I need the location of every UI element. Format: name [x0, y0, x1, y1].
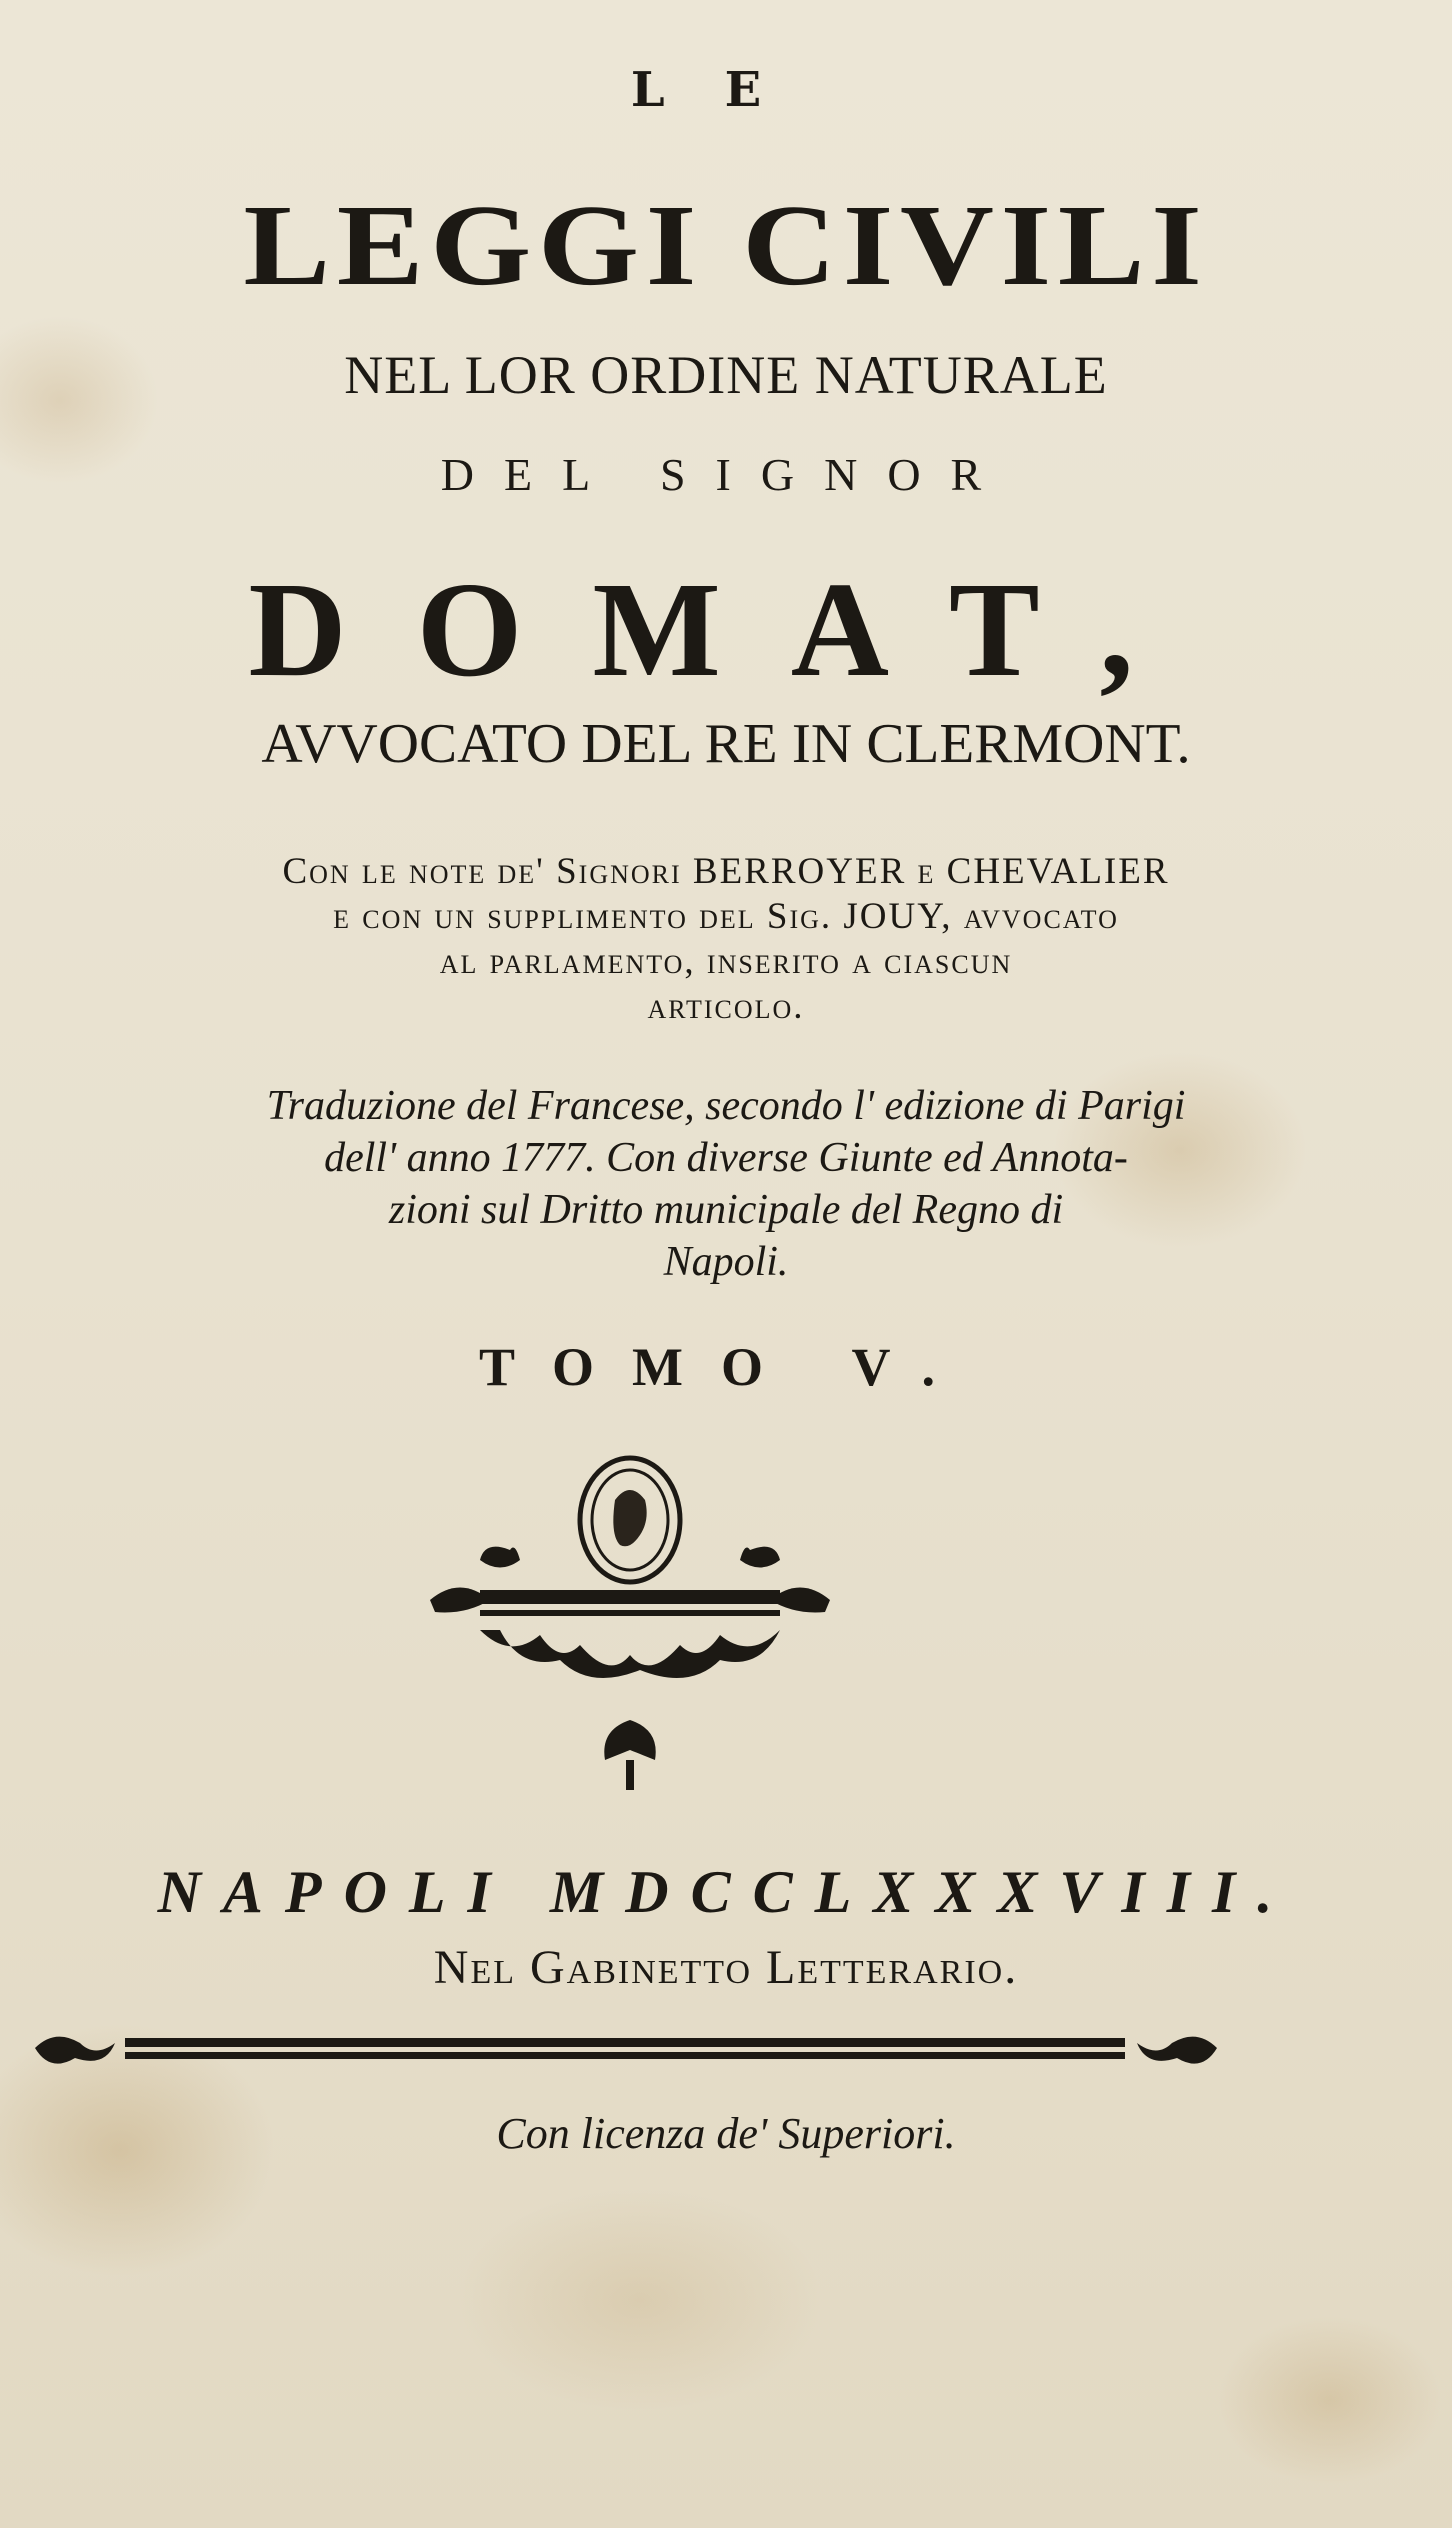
- notes-line-2: e con un supplimento del Sig. JOUY, avvocato: [333, 896, 1119, 937]
- volume-number: TOMO V.: [478, 1337, 974, 1397]
- imprint-city-year: NAPOLI MDCCLXXXVIII.: [157, 1859, 1295, 1925]
- author-name: DOMAT,: [248, 555, 1204, 705]
- author-role: AVVOCATO DEL RE IN CLERMONT.: [261, 713, 1191, 775]
- notes-line-3: al parlamento, inserito a ciascun: [439, 941, 1013, 982]
- notes-line-4: articolo.: [647, 986, 805, 1027]
- main-title: LEGGI CIVILI: [243, 182, 1209, 310]
- subtitle: NEL LOR ORDINE NATURALE: [344, 345, 1108, 405]
- decorative-rule-icon: [30, 2018, 1222, 2078]
- license: Con licenza de' Superiori.: [496, 2109, 956, 2158]
- translation-line-1: Traduzione del Francese, secondo l' edizione di Parigi: [266, 1083, 1186, 1129]
- imprint-publisher: Nel Gabinetto Letterario.: [433, 1941, 1019, 1994]
- translation-line-4: Napoli.: [663, 1239, 789, 1285]
- title-article: LE: [630, 62, 822, 118]
- del-signor: DEL SIGNOR: [440, 449, 1012, 500]
- printers-ornament-icon: [420, 1450, 840, 1810]
- notes-line-1: Con le note de' Signori BERROYER e CHEVALIER: [282, 851, 1170, 892]
- translation-line-2: dell' anno 1777. Con diverse Giunte ed Annota-: [324, 1135, 1128, 1181]
- translation-line-3: zioni sul Dritto municipale del Regno di: [388, 1187, 1064, 1233]
